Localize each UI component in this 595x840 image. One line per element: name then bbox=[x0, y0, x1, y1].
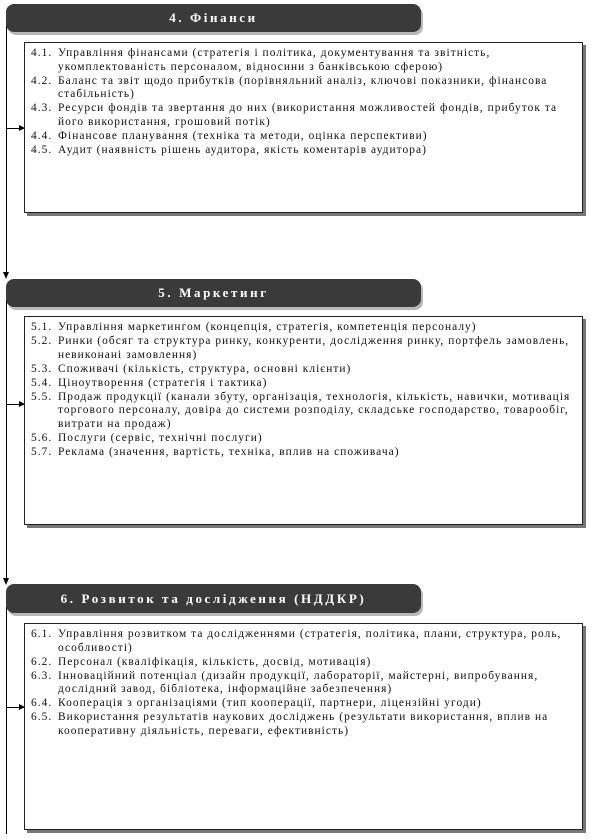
connector-line bbox=[6, 24, 7, 274]
list-item: 4.1. Управління фінансами (стратегія і політика, документування та звітність, укомплектованість персоналом, відносини з банківською сферою) bbox=[31, 47, 491, 73]
down-arrow bbox=[3, 272, 9, 279]
list-item: 6.3. Інноваційний потенціал (дизайн продукції, лабораторії, майстерні, випробування, дослідний завод, бібліотека, інформаційне забезпечення) bbox=[31, 669, 539, 695]
list-item: 5.4. Ціноутворення (стратегія і тактика) bbox=[31, 376, 268, 389]
right-arrow bbox=[7, 707, 24, 708]
list-item: 6.4. Кооперація з організаціями (тип кооперації, партнери, ліцензійні угоди) bbox=[31, 697, 482, 709]
list-item: 4.3. Ресурси фондів та звертання до них (використання можливостей фондів, прибуток та його використання, грошовий потік) bbox=[31, 102, 558, 128]
section-box-rnd bbox=[24, 623, 583, 830]
list-item: 5.6. Послуги (сервіс, технічні послуги) bbox=[31, 431, 263, 444]
list-item: 5.3. Споживачі (кількість, структура, основні клієнти) bbox=[31, 362, 352, 375]
list-item: 4.4. Фінансове планування (техніка та методи, оцінка перспективи) bbox=[31, 129, 428, 142]
list-item: 6.1. Управління розвитком та дослідженнями (стратегія, політика, плани, структура, роль, особливості) bbox=[31, 628, 562, 654]
section-title: 4. Фінанси bbox=[169, 10, 258, 25]
list-item: 5.1. Управління маркетингом (концепція, стратегія, компетенція персоналу) bbox=[31, 321, 477, 333]
right-arrow bbox=[7, 128, 24, 129]
section-header-marketing bbox=[6, 279, 421, 307]
list-item: 5.7. Реклама (значення, вартість, техніка, вплив на споживача) bbox=[31, 445, 400, 458]
down-arrow bbox=[3, 578, 9, 585]
list-item: 6.2. Персонал (кваліфікація, кількість, досвід, мотивація) bbox=[31, 655, 372, 668]
connector-line bbox=[6, 606, 7, 834]
list-item: 6.5. Використання результатів наукових досліджень (результати використання, вплив на кооперативну діяльність, переваги, ефективність) bbox=[31, 711, 549, 737]
section-header-finance bbox=[6, 4, 421, 32]
section-title: 5. Маркетинг bbox=[158, 285, 269, 300]
section-header-rnd bbox=[6, 584, 421, 613]
right-arrow bbox=[7, 404, 24, 405]
list-item: 4.5. Аудит (наявність рішень аудитора, якість коментарів аудитора) bbox=[31, 143, 427, 156]
connector-line bbox=[6, 300, 7, 580]
section-box-finance bbox=[24, 42, 583, 213]
list-item: 4.2. Баланс та звіт щодо прибутків (порівняльний аналіз, ключові показники, фінансова стабільність) bbox=[31, 74, 548, 100]
section-box-marketing bbox=[24, 316, 583, 525]
section-title: 6. Розвиток та дослідження (НДДКР) bbox=[60, 590, 367, 606]
list-item: 5.2. Ринки (обсяг та структура ринку, конкуренти, дослідження ринку, портфель замовлень, невиконані замовлення) bbox=[31, 335, 570, 361]
list-item: 5.5. Продаж продукції (канали збуту, організація, технологія, кількість, навички, мотивація торгового персоналу, довіра до системи розподілу, складське господарство, товарообіг, витрати на продаж) bbox=[31, 390, 571, 430]
